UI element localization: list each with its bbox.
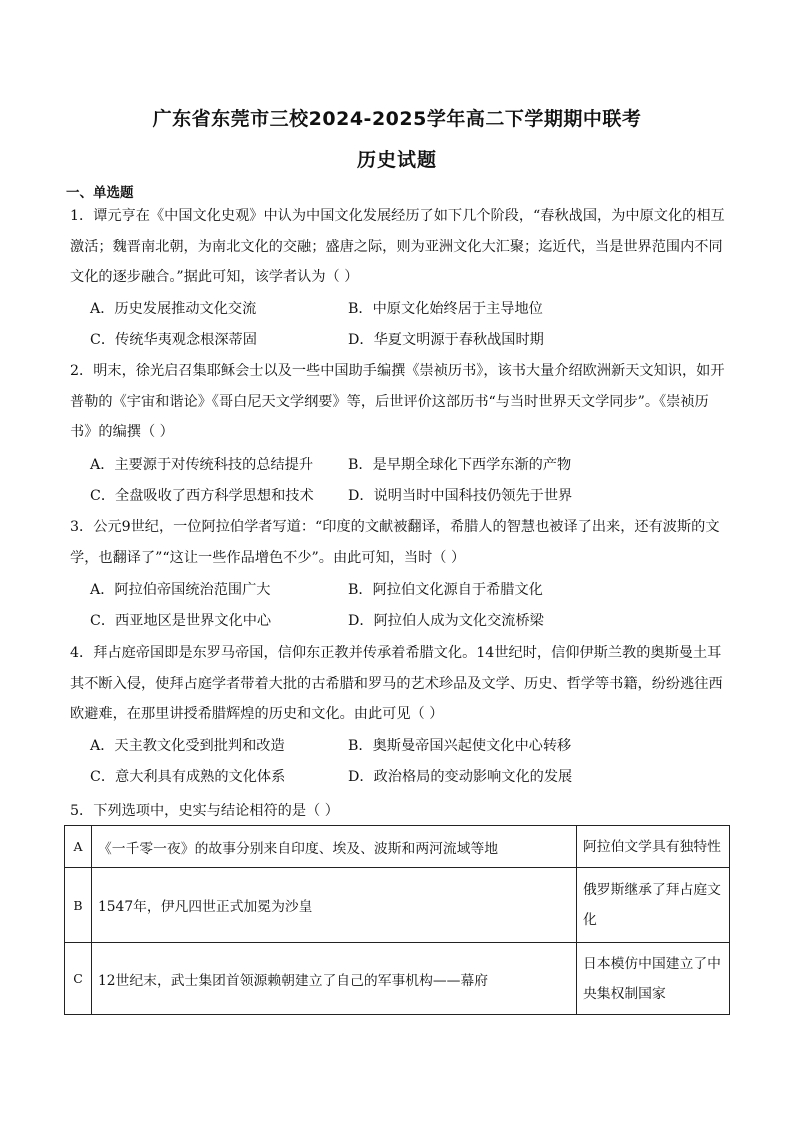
question-1-option-a: A．历史发展推动文化交流 bbox=[90, 301, 257, 317]
row-key: C bbox=[65, 943, 92, 1015]
table-row bbox=[65, 943, 730, 1015]
row-key: B bbox=[65, 868, 92, 943]
row-key: A bbox=[65, 826, 92, 868]
row-conclusion: 俄罗斯继承了拜占庭文化 bbox=[577, 868, 730, 943]
row-fact: 12世纪末，武士集团首领源赖朝建立了自己的军事机构——幕府 bbox=[92, 943, 577, 1015]
question-3-option-a: A．阿拉伯帝国统治范围广大 bbox=[90, 582, 271, 598]
question-1-stem: 1．谭元亨在《中国文化史观》中认为中国文化发展经历了如下几个阶段，“春秋战国，为中原文化的相互激活；魏晋南北朝，为南北文化的交融；盛唐之际，则为亚洲文化大汇聚；迄近代，当是世界范围内不同文化的逐步融合。”据此可知，该学者认为（ ） bbox=[70, 208, 725, 285]
question-4-option-c: C．意大利具有成熟的文化体系 bbox=[90, 769, 286, 785]
section-heading: 一、单选题 bbox=[66, 185, 134, 201]
question-2-stem: 2．明末，徐光启召集耶稣会士以及一些中国助手编撰《崇祯历书》，该书大量介绍欧洲新天文知识，如开普勒的《宇宙和谐论》《哥白尼天文学纲要》等，后世评价这部历书“与当时世界天文学同步”。《崇祯历书》的编撰（ ） bbox=[70, 363, 725, 440]
question-5-table bbox=[64, 825, 730, 1015]
question-4-option-b: B．奥斯曼帝国兴起使文化中心转移 bbox=[348, 738, 572, 754]
question-4-stem: 4．拜占庭帝国即是东罗马帝国，信仰东正教并传承着希腊文化。14世纪时，信仰伊斯兰教的奥斯曼土耳其不断入侵，使拜占庭学者带着大批的古希腊和罗马的艺术珍品及文学、历史、哲学等书籍，纷纷逃往西欧避难，在那里讲授希腊辉煌的历史和文化。由此可见（ ） bbox=[70, 645, 723, 722]
question-5-stem: 5．下列选项中，史实与结论相符的是（ ） bbox=[70, 803, 339, 819]
question-1-option-b: B．中原文化始终居于主导地位 bbox=[348, 301, 543, 317]
question-3-stem: 3．公元9世纪，一位阿拉伯学者写道：“印度的文献被翻译，希腊人的智慧也被译了出来，还有波斯的文学，也翻译了”“这让一些作品增色不少”。由此可知，当时（ ） bbox=[70, 519, 720, 566]
question-3-option-c: C．西亚地区是世界文化中心 bbox=[90, 613, 272, 629]
question-3-option-d: D．阿拉伯人成为文化交流桥梁 bbox=[348, 613, 544, 629]
question-1-option-c: C．传统华夷观念根深蒂固 bbox=[90, 332, 257, 348]
question-2-option-c: C．全盘吸收了西方科学思想和技术 bbox=[90, 488, 314, 504]
question-3-option-b: B．阿拉伯文化源自于希腊文化 bbox=[348, 582, 543, 598]
row-conclusion: 日本模仿中国建立了中央集权制国家 bbox=[577, 943, 730, 1015]
question-2-option-d: D．说明当时中国科技仍领先于世界 bbox=[348, 488, 573, 504]
question-4-option-d: D．政治格局的变动影响文化的发展 bbox=[348, 769, 573, 785]
row-fact: 《一千零一夜》的故事分别来自印度、埃及、波斯和两河流域等地 bbox=[92, 826, 577, 868]
table-row bbox=[65, 826, 730, 868]
row-fact: 1547年，伊凡四世正式加冕为沙皇 bbox=[92, 868, 577, 943]
question-2-option-b: B．是早期全球化下西学东渐的产物 bbox=[348, 457, 572, 473]
table-row bbox=[65, 868, 730, 943]
question-1-option-d: D．华夏文明源于春秋战国时期 bbox=[348, 332, 544, 348]
exam-title: 广东省东莞市三校2024-2025学年高二下学期期中联考 bbox=[152, 108, 642, 130]
row-conclusion: 阿拉伯文学具有独特性 bbox=[577, 826, 730, 868]
exam-subtitle: 历史试题 bbox=[356, 149, 437, 171]
question-2-option-a: A．主要源于对传统科技的总结提升 bbox=[90, 457, 314, 473]
question-4-option-a: A．天主教文化受到批判和改造 bbox=[90, 738, 285, 754]
